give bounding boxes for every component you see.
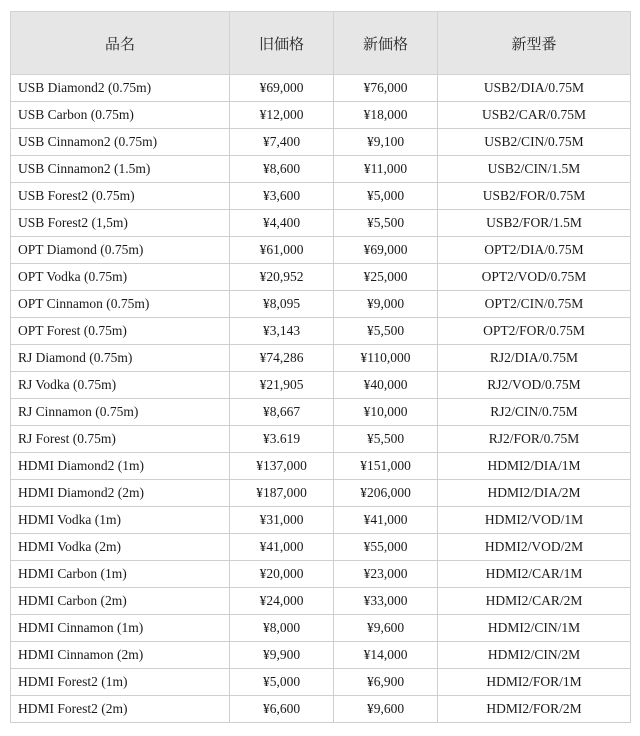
cell-old-price: ¥5,000 [230, 669, 334, 696]
cell-product-name: USB Forest2 (0.75m) [11, 183, 230, 210]
cell-new-model: RJ2/FOR/0.75M [438, 426, 631, 453]
cell-new-model: HDMI2/CIN/2M [438, 642, 631, 669]
cell-old-price: ¥7,400 [230, 129, 334, 156]
cell-old-price: ¥41,000 [230, 534, 334, 561]
cell-product-name: USB Forest2 (1,5m) [11, 210, 230, 237]
table-row [11, 345, 631, 372]
cell-new-model: USB2/DIA/0.75M [438, 75, 631, 102]
cell-new-price: ¥9,000 [334, 291, 438, 318]
table-row [11, 75, 631, 102]
cell-old-price: ¥21,905 [230, 372, 334, 399]
cell-new-model: HDMI2/CAR/2M [438, 588, 631, 615]
cell-new-model: HDMI2/FOR/1M [438, 669, 631, 696]
cell-new-model: USB2/CAR/0.75M [438, 102, 631, 129]
cell-new-price: ¥9,600 [334, 615, 438, 642]
cell-old-price: ¥6,600 [230, 696, 334, 723]
cell-old-price: ¥8,095 [230, 291, 334, 318]
cell-new-model: USB2/CIN/1.5M [438, 156, 631, 183]
cell-new-model: HDMI2/CIN/1M [438, 615, 631, 642]
cell-old-price: ¥20,952 [230, 264, 334, 291]
cell-product-name: OPT Diamond (0.75m) [11, 237, 230, 264]
header-old-price: 旧価格 [230, 12, 334, 75]
cell-new-price: ¥23,000 [334, 561, 438, 588]
cell-old-price: ¥61,000 [230, 237, 334, 264]
cell-new-model: USB2/FOR/1.5M [438, 210, 631, 237]
cell-old-price: ¥3,600 [230, 183, 334, 210]
price-table-container [10, 11, 630, 723]
cell-new-price: ¥6,900 [334, 669, 438, 696]
cell-new-model: OPT2/CIN/0.75M [438, 291, 631, 318]
header-new-model: 新型番 [438, 12, 631, 75]
table-row [11, 534, 631, 561]
table-row [11, 696, 631, 723]
cell-product-name: HDMI Vodka (2m) [11, 534, 230, 561]
cell-product-name: USB Carbon (0.75m) [11, 102, 230, 129]
table-row [11, 615, 631, 642]
header-product-name: 品名 [11, 12, 230, 75]
cell-new-price: ¥5,500 [334, 210, 438, 237]
cell-old-price: ¥24,000 [230, 588, 334, 615]
cell-new-model: HDMI2/DIA/1M [438, 453, 631, 480]
cell-product-name: USB Cinnamon2 (0.75m) [11, 129, 230, 156]
cell-old-price: ¥3,143 [230, 318, 334, 345]
cell-old-price: ¥74,286 [230, 345, 334, 372]
table-row [11, 129, 631, 156]
cell-product-name: RJ Diamond (0.75m) [11, 345, 230, 372]
table-header [11, 12, 631, 75]
table-row [11, 237, 631, 264]
cell-old-price: ¥12,000 [230, 102, 334, 129]
cell-product-name: HDMI Carbon (1m) [11, 561, 230, 588]
cell-new-price: ¥14,000 [334, 642, 438, 669]
cell-old-price: ¥8,600 [230, 156, 334, 183]
cell-product-name: HDMI Carbon (2m) [11, 588, 230, 615]
cell-old-price: ¥187,000 [230, 480, 334, 507]
cell-product-name: RJ Vodka (0.75m) [11, 372, 230, 399]
table-row [11, 399, 631, 426]
cell-new-model: HDMI2/VOD/1M [438, 507, 631, 534]
table-row [11, 480, 631, 507]
header-new-price: 新価格 [334, 12, 438, 75]
table-row [11, 561, 631, 588]
cell-product-name: OPT Cinnamon (0.75m) [11, 291, 230, 318]
table-row [11, 291, 631, 318]
cell-product-name: HDMI Forest2 (2m) [11, 696, 230, 723]
cell-new-price: ¥76,000 [334, 75, 438, 102]
cell-old-price: ¥4,400 [230, 210, 334, 237]
table-row [11, 453, 631, 480]
cell-new-price: ¥206,000 [334, 480, 438, 507]
cell-product-name: USB Diamond2 (0.75m) [11, 75, 230, 102]
cell-new-model: RJ2/VOD/0.75M [438, 372, 631, 399]
cell-product-name: USB Cinnamon2 (1.5m) [11, 156, 230, 183]
table-row [11, 372, 631, 399]
cell-new-price: ¥40,000 [334, 372, 438, 399]
cell-new-price: ¥10,000 [334, 399, 438, 426]
table-row [11, 102, 631, 129]
table-row [11, 426, 631, 453]
cell-new-price: ¥33,000 [334, 588, 438, 615]
price-table [10, 11, 631, 723]
cell-new-model: OPT2/DIA/0.75M [438, 237, 631, 264]
cell-new-model: OPT2/FOR/0.75M [438, 318, 631, 345]
cell-new-model: HDMI2/DIA/2M [438, 480, 631, 507]
cell-product-name: OPT Forest (0.75m) [11, 318, 230, 345]
cell-old-price: ¥137,000 [230, 453, 334, 480]
cell-product-name: RJ Cinnamon (0.75m) [11, 399, 230, 426]
table-row [11, 318, 631, 345]
cell-new-model: RJ2/DIA/0.75M [438, 345, 631, 372]
cell-old-price: ¥9,900 [230, 642, 334, 669]
cell-new-price: ¥110,000 [334, 345, 438, 372]
cell-new-model: RJ2/CIN/0.75M [438, 399, 631, 426]
cell-new-price: ¥9,100 [334, 129, 438, 156]
cell-new-model: USB2/FOR/0.75M [438, 183, 631, 210]
cell-new-price: ¥69,000 [334, 237, 438, 264]
cell-new-model: HDMI2/FOR/2M [438, 696, 631, 723]
table-row [11, 183, 631, 210]
cell-old-price: ¥69,000 [230, 75, 334, 102]
cell-new-price: ¥55,000 [334, 534, 438, 561]
cell-product-name: HDMI Vodka (1m) [11, 507, 230, 534]
cell-new-price: ¥41,000 [334, 507, 438, 534]
table-row [11, 264, 631, 291]
table-body [11, 75, 631, 723]
cell-new-price: ¥151,000 [334, 453, 438, 480]
cell-old-price: ¥31,000 [230, 507, 334, 534]
cell-product-name: HDMI Cinnamon (1m) [11, 615, 230, 642]
cell-new-price: ¥25,000 [334, 264, 438, 291]
cell-new-price: ¥11,000 [334, 156, 438, 183]
cell-old-price: ¥20,000 [230, 561, 334, 588]
cell-product-name: HDMI Diamond2 (2m) [11, 480, 230, 507]
table-row [11, 642, 631, 669]
cell-new-price: ¥9,600 [334, 696, 438, 723]
cell-product-name: RJ Forest (0.75m) [11, 426, 230, 453]
cell-product-name: HDMI Forest2 (1m) [11, 669, 230, 696]
cell-new-model: HDMI2/VOD/2M [438, 534, 631, 561]
table-row [11, 588, 631, 615]
cell-new-price: ¥5,000 [334, 183, 438, 210]
cell-old-price: ¥8,000 [230, 615, 334, 642]
table-row [11, 669, 631, 696]
table-row [11, 507, 631, 534]
cell-new-model: HDMI2/CAR/1M [438, 561, 631, 588]
cell-old-price: ¥3.619 [230, 426, 334, 453]
cell-product-name: OPT Vodka (0.75m) [11, 264, 230, 291]
cell-new-price: ¥5,500 [334, 318, 438, 345]
cell-product-name: HDMI Cinnamon (2m) [11, 642, 230, 669]
table-row [11, 210, 631, 237]
cell-new-model: OPT2/VOD/0.75M [438, 264, 631, 291]
cell-new-price: ¥5,500 [334, 426, 438, 453]
header-row [11, 12, 631, 75]
cell-new-price: ¥18,000 [334, 102, 438, 129]
cell-new-model: USB2/CIN/0.75M [438, 129, 631, 156]
cell-product-name: HDMI Diamond2 (1m) [11, 453, 230, 480]
table-row [11, 156, 631, 183]
cell-old-price: ¥8,667 [230, 399, 334, 426]
